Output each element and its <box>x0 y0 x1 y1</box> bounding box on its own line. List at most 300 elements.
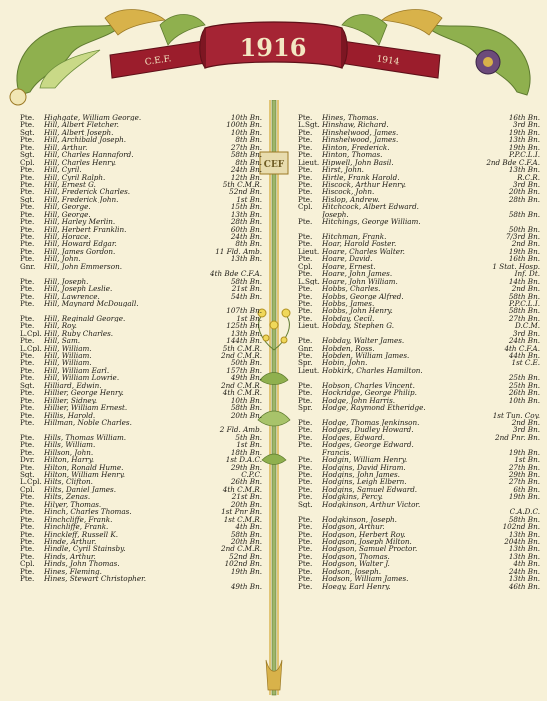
entry-unit: 1st C.E. <box>511 359 540 367</box>
entry-name: Hines, Thomas. <box>322 114 379 122</box>
entry-unit: 13th Bn. <box>508 545 540 553</box>
roll-entry <box>298 508 540 515</box>
roll-entry <box>20 151 262 158</box>
entry-name: Hodgson, Arthur. <box>322 523 385 531</box>
entry-name: Hoar, Harold Foster. <box>322 240 397 248</box>
roll-entry <box>20 248 262 255</box>
roll-entry <box>298 151 540 158</box>
entry-unit: 13th Bn. <box>230 329 262 338</box>
entry-unit: 28th Bn. <box>230 218 262 226</box>
entry-unit: 13th Bn. <box>508 552 540 561</box>
entry-unit: 102nd Bn. <box>224 560 262 568</box>
entry-name: Hilliard, Edwin. <box>44 381 102 390</box>
entry-unit: 10th Bn. <box>508 396 540 405</box>
entry-unit: 13th Bn. <box>508 166 540 174</box>
entry-name: Hilts, Daniel James. <box>44 485 117 494</box>
entry-rank: Pte. <box>298 255 313 263</box>
roll-entry <box>20 211 262 218</box>
roll-entry <box>20 174 262 181</box>
entry-rank <box>298 226 322 233</box>
entry-rank: Cpl. <box>298 262 313 271</box>
entry-unit: 21st Bn. <box>231 285 262 293</box>
entry-rank: Cpl. <box>20 485 35 494</box>
roll-entry <box>298 136 540 143</box>
entry-name: Hobday, Cecil. <box>322 314 375 323</box>
entry-unit: 50th Bn. <box>508 225 540 233</box>
entry-rank: Pte. <box>298 418 313 427</box>
entry-rank: L.Cpl. <box>20 344 42 352</box>
entry-name: Hill, Joseph Leslie. <box>44 285 113 293</box>
entry-unit: C.A.D.C. <box>509 508 540 516</box>
entry-name: Hillman, Noble Charles. <box>44 418 132 427</box>
entry-name: Hillis, Harold. <box>44 411 96 419</box>
roll-entry <box>298 419 540 426</box>
entry-name: Hinchcliffe, Frank. <box>44 515 113 524</box>
roll-entry <box>20 270 262 277</box>
entry-rank: Pte. <box>20 247 35 256</box>
entry-rank: L.Cpl. <box>20 329 42 338</box>
roll-entry <box>20 501 262 508</box>
entry-rank: Pte. <box>20 136 35 144</box>
entry-name: Hoare, Charles Walter. <box>322 247 405 256</box>
roll-entry <box>298 441 540 448</box>
entry-rank: Pte. <box>20 448 35 457</box>
entry-rank: Pte. <box>20 530 35 538</box>
roll-entry <box>20 263 262 270</box>
entry-name: Hobson, Charles Vincent. <box>322 381 415 390</box>
entry-unit: P.P.C.L.I. <box>508 299 540 308</box>
entry-rank: Sgt. <box>298 500 313 509</box>
entry-rank: Pte. <box>298 307 313 315</box>
entry-rank: Pte. <box>298 552 313 561</box>
roll-entry <box>20 181 262 188</box>
roll-entry <box>298 538 540 545</box>
entry-rank: Pte. <box>20 322 35 330</box>
entry-unit: 7/3rd Bn. <box>505 233 540 241</box>
roll-entry <box>298 278 540 285</box>
entry-rank: Lieut. <box>298 322 320 330</box>
roll-entry <box>298 211 540 218</box>
entry-rank: Pte. <box>298 195 313 204</box>
entry-name: Hillson, John. <box>44 448 94 457</box>
entry-rank: Dvr. <box>20 456 35 464</box>
roll-entry <box>20 389 262 396</box>
entry-name: Hill, George. <box>44 203 91 211</box>
roll-entry <box>298 293 540 300</box>
entry-unit: 44th Bn. <box>508 352 540 360</box>
entry-rank: Pte. <box>20 173 35 181</box>
roll-entry <box>20 293 262 300</box>
entry-name: Hill, Charles Henry. <box>44 158 117 167</box>
roll-entry <box>298 121 540 128</box>
entry-rank: Pte. <box>298 299 313 308</box>
entry-unit: 6th Bn. <box>513 485 540 494</box>
entry-unit: 24th Bn. <box>230 233 262 241</box>
roll-entry <box>20 114 262 121</box>
entry-unit: C.P.C. <box>241 471 262 479</box>
entry-name: Hitchcock, Albert Edward. <box>322 203 419 211</box>
entry-name: Hinshelwood, James. <box>322 136 399 144</box>
entry-rank: Pte. <box>20 523 35 531</box>
entry-name: Hiscock, John. <box>322 188 375 196</box>
entry-rank: Pte. <box>298 478 313 486</box>
roll-entry <box>298 330 540 337</box>
entry-rank: Pte. <box>20 463 35 471</box>
entry-rank: Pte. <box>298 337 313 345</box>
roll-entry <box>20 478 262 485</box>
entry-rank: Pte. <box>298 485 313 494</box>
entry-unit: 25th Bn. <box>508 381 540 390</box>
entry-rank: Pte. <box>20 396 35 405</box>
entry-unit: 60th Bn. <box>230 225 262 233</box>
entry-name: Hill, George. <box>44 210 91 219</box>
roll-entry <box>298 159 540 166</box>
entry-rank: Pte. <box>20 374 35 382</box>
entry-name: Hills, William. <box>44 441 96 449</box>
entry-rank: Pte. <box>298 471 313 479</box>
roll-entry <box>298 337 540 344</box>
left-banner-text: C.E.F. <box>144 54 172 68</box>
roll-entry <box>298 583 540 590</box>
entry-unit <box>538 404 540 411</box>
entry-rank: Pte. <box>20 508 35 516</box>
entry-unit: 46th Bn. <box>508 582 540 590</box>
entry-name <box>322 374 507 381</box>
entry-unit: 13th Bn. <box>508 530 540 538</box>
entry-name: Hobbs, James. <box>322 299 375 308</box>
entry-rank: Pte. <box>298 233 313 241</box>
entry-name <box>44 270 208 277</box>
entry-unit: 102nd Bn. <box>502 523 540 531</box>
entry-unit: 49th Bn. <box>230 374 262 382</box>
entry-name: Hoare, John James. <box>322 270 393 278</box>
entry-rank: Pte. <box>298 389 313 397</box>
entry-name: Hinch, Charles Thomas. <box>44 508 132 516</box>
entry-name <box>322 330 511 337</box>
entry-rank: Pte. <box>298 166 313 174</box>
entry-name: Hinde, Arthur. <box>44 537 97 546</box>
roll-entry <box>298 181 540 188</box>
entry-name: Hobin, John. <box>322 359 368 367</box>
monogram-shield-icon <box>260 152 288 174</box>
entry-rank: Pte. <box>298 143 313 152</box>
entry-rank: Pte. <box>20 114 35 122</box>
entry-unit: 5th C.M.R. <box>222 180 262 189</box>
roll-entry <box>298 345 540 352</box>
entry-name: Hodge, Raymond Etheridge. <box>322 404 426 412</box>
entry-rank: Cpl. <box>20 158 35 167</box>
entry-unit: 13th Bn. <box>508 575 540 583</box>
entry-name: Hoare, John William. <box>322 277 398 286</box>
entry-rank: Pte. <box>298 352 313 360</box>
entry-unit: 12th Bn. <box>230 173 262 181</box>
roll-entry <box>298 129 540 136</box>
roll-entry <box>20 441 262 448</box>
entry-unit: D.C.M. <box>515 322 540 330</box>
entry-rank: Pte. <box>20 404 35 412</box>
roll-entry <box>20 240 262 247</box>
entry-rank: Pte. <box>298 240 313 248</box>
roll-entry <box>20 136 262 143</box>
entry-name: Hockridge, George Philip. <box>322 389 417 397</box>
entry-unit: 1st Pnr Bn. <box>221 508 262 516</box>
entry-name: Hodson, Joseph. <box>322 567 382 576</box>
entry-name: Hilton, William Henry. <box>44 471 126 479</box>
entry-unit: 4th C.M.R. <box>222 485 262 494</box>
entry-rank: Pte. <box>298 530 313 538</box>
entry-name: Hinton, Frederick. <box>322 143 390 152</box>
entry-unit: 27th Bn. <box>508 478 540 486</box>
entry-name: Hobden, William James. <box>322 352 410 360</box>
roll-entry <box>20 196 262 203</box>
entry-unit <box>260 575 262 582</box>
roll-entry <box>298 553 540 560</box>
roll-entry <box>298 449 540 456</box>
entry-name: Hislop, Andrew. <box>322 195 380 204</box>
entry-name: Hill, Roy. <box>44 322 77 330</box>
roll-entry <box>298 248 540 255</box>
entry-unit <box>538 501 540 508</box>
roll-entry <box>298 545 540 552</box>
year-label: 1916 <box>239 33 307 62</box>
entry-name: Hillier, Sidney. <box>44 396 98 405</box>
roll-entry <box>20 508 262 515</box>
entry-unit: 21st Bn. <box>231 493 262 501</box>
entry-unit: 26th Bn. <box>230 478 262 486</box>
roll-entry <box>298 300 540 307</box>
entry-unit: 1st Bn. <box>236 441 262 449</box>
entry-name: Hinton, Thomas. <box>322 151 383 159</box>
entry-name: Hodges, George Edward. <box>322 441 414 449</box>
entry-unit: 5th C.M.R. <box>222 344 262 352</box>
entry-name: Hill, Cyril Ralph. <box>44 173 106 181</box>
roll-entry <box>20 493 262 500</box>
roll-entry <box>20 426 262 433</box>
roll-entry <box>298 389 540 396</box>
entry-name: Hodgins, John James. <box>322 471 400 479</box>
roll-entry <box>298 233 540 240</box>
entry-name: Hodgkins, Percy. <box>322 493 383 501</box>
entry-rank: Lieut. <box>298 366 320 375</box>
entry-unit <box>260 300 262 307</box>
entry-name: Hodge, Thomas Jenkinson. <box>322 418 420 427</box>
roll-entry <box>298 226 540 233</box>
entry-name: Hodson, William James. <box>322 575 409 583</box>
roll-entry <box>298 397 540 404</box>
entry-rank: Pte. <box>20 218 35 226</box>
entry-name: Joseph. <box>322 210 349 219</box>
entry-unit: P.P.C.L.I. <box>508 151 540 159</box>
entry-unit: 20th Bn. <box>230 411 262 419</box>
entry-name: Hill, Sam. <box>44 337 81 345</box>
entry-name: Hodgson, Joseph Milton. <box>322 537 412 546</box>
roll-entry <box>20 203 262 210</box>
entry-unit: 58th Bn. <box>508 515 540 524</box>
entry-unit: 4th Bn. <box>235 523 262 531</box>
entry-rank: Pte. <box>298 314 313 323</box>
entry-name: Hilts, Zenas. <box>44 493 91 501</box>
roll-entry <box>20 285 262 292</box>
entry-name: Hobden, Ross. <box>322 344 375 352</box>
entry-rank: Pte. <box>298 426 313 434</box>
roll-entry <box>298 367 540 374</box>
entry-unit: 11 Fld. Amb. <box>215 247 262 256</box>
entry-rank: Pte. <box>20 166 35 174</box>
entry-name: Hill, Frederick John. <box>44 195 119 204</box>
entry-rank: Pte. <box>20 567 35 576</box>
entry-name: Hinds, John Thomas. <box>44 560 120 568</box>
roll-entry <box>20 583 262 590</box>
entry-name: Hobday, Stephen G. <box>322 322 394 330</box>
entry-unit: 2nd Bn. <box>511 285 540 293</box>
entry-name: Hill, Albert Joseph. <box>44 128 114 137</box>
entry-unit: 20th Bn. <box>508 188 540 196</box>
entry-rank: Pte. <box>298 463 313 471</box>
roll-entry <box>20 278 262 285</box>
entry-name: Hinshelwood, James. <box>322 128 399 137</box>
entry-rank <box>298 374 322 381</box>
entry-rank: Pte. <box>20 433 35 442</box>
entry-rank <box>298 330 322 337</box>
entry-name: Hill, William. <box>44 344 92 352</box>
roll-entry <box>298 322 540 329</box>
entry-rank: Pte. <box>20 552 35 561</box>
roll-entry <box>298 196 540 203</box>
roll-entry <box>298 486 540 493</box>
entry-rank <box>20 270 44 277</box>
entry-rank: Spr. <box>298 359 313 367</box>
entry-unit: 4th Bde C.F.A. <box>210 270 262 278</box>
entry-unit: 27th Bn. <box>230 143 262 152</box>
entry-name: Hill, Harley Merlin. <box>44 218 116 226</box>
entry-unit: 15th Bn. <box>230 203 262 211</box>
entry-rank: Pte. <box>20 233 35 241</box>
entry-unit: 18th Bn. <box>230 448 262 457</box>
entry-unit: 144th Bn. <box>226 337 262 345</box>
entry-unit: 19th Bn. <box>508 143 540 152</box>
entry-unit: 1st Tun. Coy. <box>492 411 540 419</box>
roll-entry <box>298 560 540 567</box>
roll-entry <box>298 464 540 471</box>
entry-name: Hill, James Gordon. <box>44 247 116 256</box>
roll-entry <box>20 523 262 530</box>
entry-rank: Pte. <box>298 523 313 531</box>
entry-unit: 2nd C.M.R. <box>221 352 262 360</box>
entry-rank: Pte. <box>20 352 35 360</box>
entry-rank: Spr. <box>298 404 313 412</box>
entry-rank: Pte. <box>20 359 35 367</box>
entry-name: Hill, William Lowrie. <box>44 374 120 382</box>
entry-unit: 4th Bn. <box>513 560 540 568</box>
entry-rank: Pte. <box>298 560 313 568</box>
entry-unit: 14th Bn. <box>508 277 540 286</box>
entry-name: Hill, Joseph. <box>44 277 89 286</box>
entry-name: Hill, Herbert Franklin. <box>44 225 127 233</box>
entry-unit: Inf. Dt. <box>514 270 540 278</box>
entry-rank: Gnr. <box>298 344 314 352</box>
roll-entry <box>298 315 540 322</box>
entry-name: Hodge, John Harris. <box>322 396 396 405</box>
roll-entry <box>298 516 540 523</box>
entry-rank: Pte. <box>20 515 35 524</box>
roll-entry <box>20 129 262 136</box>
entry-unit <box>538 367 540 374</box>
entry-rank: Pte. <box>298 537 313 546</box>
entry-rank: Pte. <box>20 575 35 583</box>
roll-entry <box>20 359 262 366</box>
entry-name: Hipwell, John Basil. <box>322 158 394 167</box>
entry-rank: Pte. <box>20 537 35 546</box>
roll-entry <box>20 397 262 404</box>
entry-rank: Pte. <box>20 277 35 286</box>
entry-rank: Pte. <box>20 210 35 219</box>
entry-unit: 2nd Bde C.F.A. <box>486 158 540 167</box>
entry-unit: 10th Bn. <box>230 114 262 122</box>
roll-entry <box>20 188 262 195</box>
roll-entry <box>298 352 540 359</box>
roll-entry <box>20 553 262 560</box>
roll-entry <box>20 337 262 344</box>
entry-unit: 58th Bn. <box>508 292 540 300</box>
entry-unit: 4th C.F.A. <box>504 344 540 352</box>
entry-rank: Gnr. <box>20 262 36 271</box>
entry-unit: 25th Bn. <box>508 374 540 382</box>
entry-rank: Pte. <box>298 285 313 293</box>
entry-name <box>322 508 508 515</box>
roll-entry <box>298 114 540 121</box>
entry-rank: Pte. <box>20 225 35 233</box>
entry-name: Hobday, Walter James. <box>322 337 405 345</box>
roll-entry <box>298 575 540 582</box>
entry-rank: Pte. <box>20 143 35 152</box>
entry-rank: Sgt. <box>20 128 35 137</box>
entry-unit: 10th Bn. <box>230 128 262 137</box>
roll-entry <box>20 382 262 389</box>
entry-unit: 24th Bn. <box>230 166 262 174</box>
entry-unit: 29th Bn. <box>230 463 262 471</box>
entry-unit: 1 Stat. Hosp. <box>492 262 540 271</box>
entry-rank: Pte. <box>298 114 313 122</box>
entry-rank: Pte. <box>20 366 35 375</box>
roll-entry <box>20 352 262 359</box>
entry-rank: Pte. <box>20 240 35 248</box>
entry-rank: Pte. <box>298 567 313 576</box>
roll-entry <box>298 471 540 478</box>
right-banner-text: 1914 <box>375 54 400 68</box>
entry-unit: 1st Bn. <box>514 456 540 464</box>
entry-name: Highgate, William George. <box>44 114 142 122</box>
roll-entry <box>20 545 262 552</box>
entry-rank: Pte. <box>298 396 313 405</box>
entry-name: Hoare, Ernest. <box>322 262 376 271</box>
roll-entry <box>20 404 262 411</box>
entry-name: Hill, Archibald Joseph. <box>44 136 127 144</box>
entry-unit: 2nd Pnr. Bn. <box>495 433 540 442</box>
entry-unit: 8th Bn. <box>235 240 262 248</box>
entry-unit: 1st C.M.R. <box>223 515 262 524</box>
roll-entry <box>20 322 262 329</box>
roll-entry <box>20 486 262 493</box>
entry-rank: Pte. <box>20 314 35 323</box>
entry-unit: 58th Bn. <box>230 151 262 159</box>
entry-unit: 13th Bn. <box>230 255 262 263</box>
roll-entry <box>298 382 540 389</box>
monogram-text: CEF <box>263 160 285 170</box>
entry-rank: Pte. <box>298 493 313 501</box>
entry-rank: Pte. <box>298 441 313 449</box>
entry-rank <box>20 307 44 314</box>
roll-entry <box>20 560 262 567</box>
